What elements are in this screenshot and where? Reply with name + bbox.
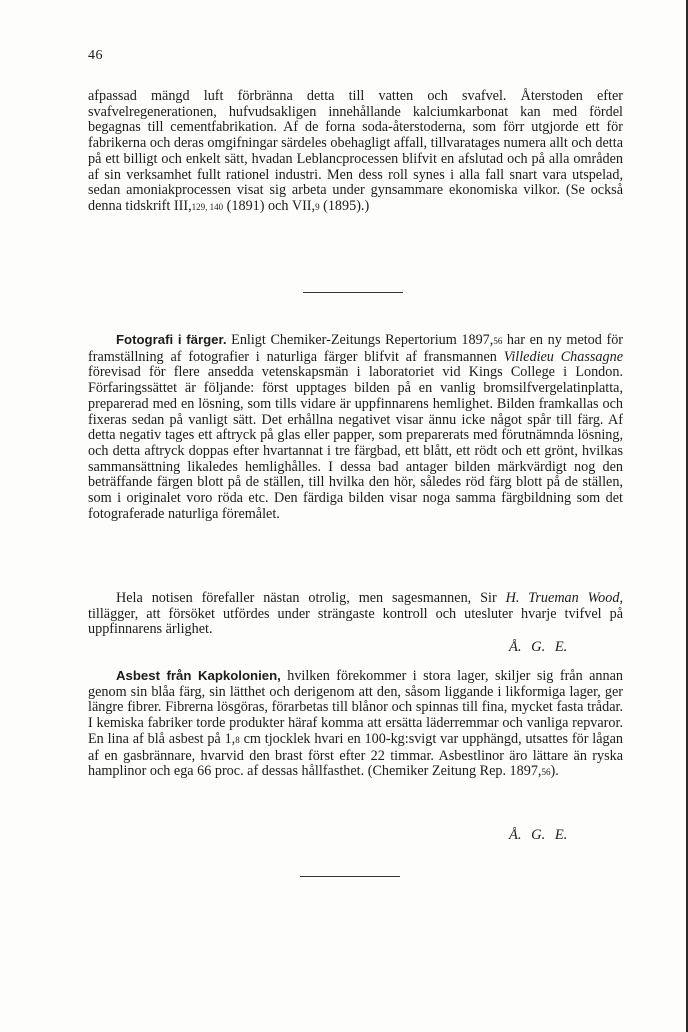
asbestos-article-signature: Å. G. E. — [509, 827, 568, 843]
asbestos-decimal: 8 — [235, 734, 240, 745]
photo-article-p2-end: , tillägger, att försöket utfördes under strängaste kontroll och utesluter hvarje tvifvel på uppfinnarens ärlighet. — [88, 590, 623, 638]
photo-article-ref-number: 56 — [493, 336, 503, 346]
intro-ref2-tail: (1895).) — [319, 197, 370, 214]
asbestos-article-text-3: ). — [550, 763, 559, 780]
section-divider-1 — [303, 292, 403, 293]
asbestos-article-heading: Asbest från Kapkolonien, — [116, 668, 281, 683]
expert-name: H. Trueman Wood — [505, 590, 620, 606]
photo-article-paragraph-1 — [88, 332, 623, 522]
intro-ref1-tail: (1891) och VII, — [223, 197, 316, 214]
intro-paragraph — [88, 89, 623, 216]
asbestos-article-text-2: cm tjocklek hvari en 100-kg:svigt var upphängd, utsattes för lågan af en gasbrännare, hvarvid den brast först efter 22 timmar. Asbestlinor äro lättare än ryska hamplinor och ega 66 proc. af dessas hållfasthet. (Chemiker Zeitung Rep. 1897, — [88, 730, 623, 780]
photo-article-text-end: förevisad för flere ansedda vetenskapsmän i laboratoriet vid Kings College i London. Förfaringssättet är följande: först upptages bilden på en vanlig bromsilfvergelatinplatta, preparerad med en lösning, som tills vidare är uppfinnarens hemlighet. Bilden framkallas och fixeras sedan på vanligt sätt. Det erhållna negativet visar ännu icke något spår till färg. Af detta negativ tages ett aftryck på glas eller papper, som preparerats med förutnämnda lösning, och detta aftryck doppas efter hvartannat i tre färgbad, ett blått, ett rödt och ett grönt, hvilkas sammansättning likaledes hemlighålles. I dessa bad antager bilden märkvärdigt nog den beträffande färgen blott på de ställen, till hvilka den hör, således röd färg blott på de ställen, som i originalet voro röda etc. Den färdiga bilden visar noga samma färgbildning som det fotograferade naturliga föremålet. — [88, 364, 623, 522]
intro-ref2-number: 9 — [315, 201, 320, 212]
photo-article-paragraph-2 — [88, 591, 623, 638]
section-divider-2 — [300, 876, 400, 877]
photo-article-text-mid: har en ny metod för framställning af fotografier i naturliga färger blifvit af fransmannen — [88, 332, 624, 365]
asbestos-article-text: hvilken förekommer i stora lager, skiljer sig från annan genom sin blåa färg, sin lätthet och derigenom att den, såsom liggande i likformiga lager, ger längre fibrer. Fibrerna lösgöras, förarbetas till blånor och spinnas till fina, mycket fasta trådar. I kemiska fabriker torde produkter häraf komma att ersätta läderremmar och vanliga repvaror. En lina af blå asbest på 1, — [88, 668, 623, 747]
inventor-name: Villedieu Chassagne — [503, 348, 623, 365]
page-number: 46 — [88, 48, 103, 63]
photo-article-signature: Å. G. E. — [509, 639, 568, 655]
asbestos-ref-number: 56 — [541, 767, 551, 778]
photo-article-text-start: Enligt Chemiker-Zeitungs Repertorium 1897, — [226, 332, 494, 348]
intro-ref1-number: 129, 140 — [191, 201, 224, 212]
photo-article-p2-start: Hela notisen förefaller nästan otrolig, men sagesmannen, Sir — [116, 590, 506, 606]
photo-article-heading: Fotografi i färger. — [116, 332, 227, 347]
asbestos-article-paragraph — [88, 668, 623, 781]
intro-text: afpassad mängd luft förbränna detta till vatten och svafvel. Återstoden efter svafvelregenerationen, hufvudsakligen innehållande kalciumkarbonat kan med fördel begagnas till cementfabrikation. Af de forna soda-återstoderna, som förr utgjorde ett för fabrikerna och deras omgifningar särdeles obehagligt affall, tillvaratages numera allt och detta på ett billigt och enkelt sätt, hvadan Leblancprocessen blifvit en afslutad och på alla områden af sin verksamhet fullt rationel industri. Men dess roll synes i alla fall snart vara utspelad, sedan amoniakprocessen visat sig arbeta under gynsammare ekonomiska vilkor. (Se också denna tidskrift III, — [88, 88, 623, 214]
